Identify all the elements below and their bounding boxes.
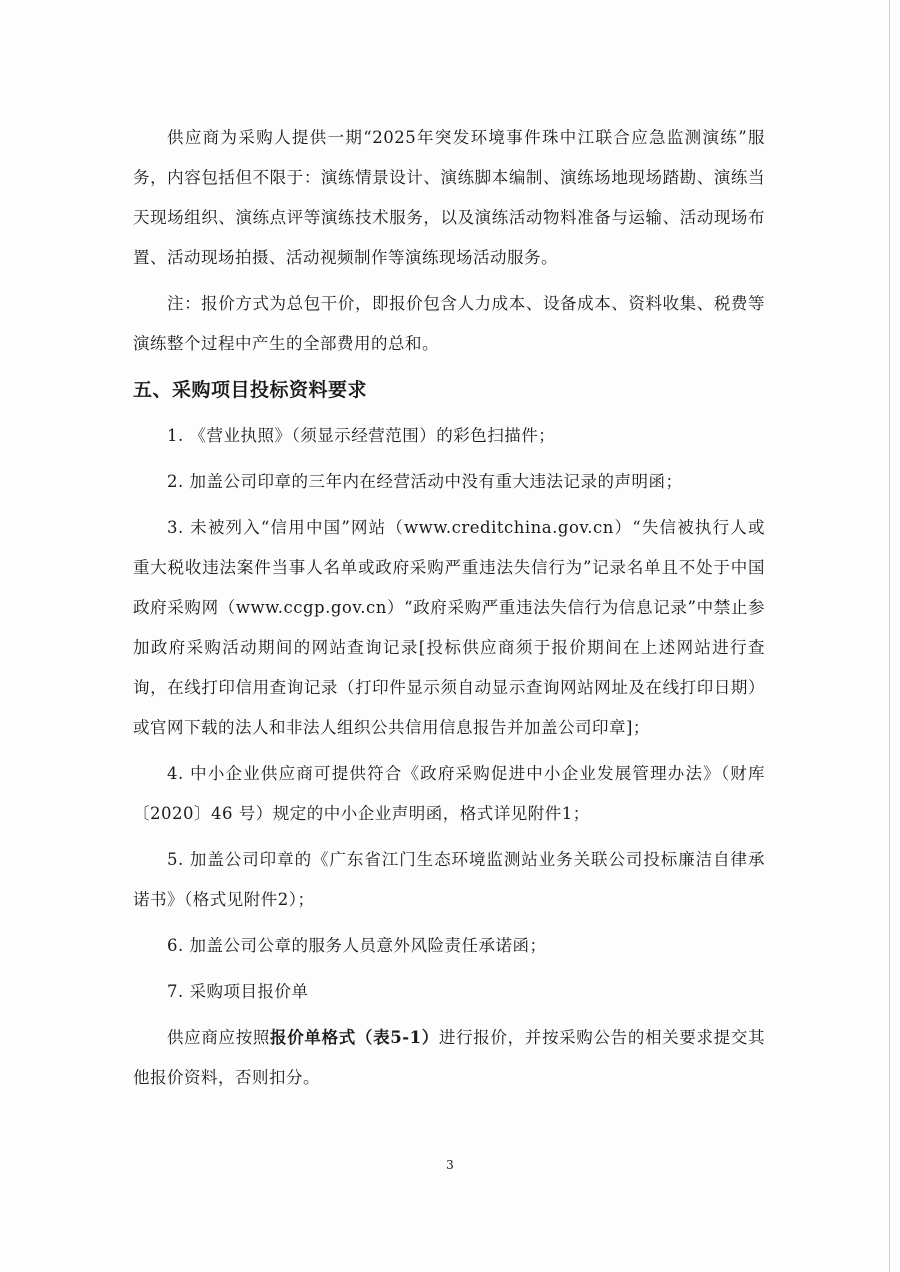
section-heading: 五、采购项目投标资料要求 bbox=[133, 379, 368, 401]
list-item-4: 4. 中小企业供应商可提供符合《政府采购促进中小企业发展管理办法》（财库〔2020〕46 号）规定的中小企业声明函，格式详见附件1； bbox=[133, 764, 765, 823]
list-item-6: 6. 加盖公司公章的服务人员意外风险责任承诺函； bbox=[167, 936, 547, 955]
document-body bbox=[133, 118, 765, 1104]
list-item-5: 5. 加盖公司印章的《广东省江门生态环境监测站业务关联公司投标廉洁自律承诺书》（格式见附件2）； bbox=[133, 850, 765, 909]
scan-edge-line bbox=[889, 0, 890, 1272]
quotation-instruction-paragraph bbox=[133, 1018, 765, 1098]
quotation-format-reference: 报价单格式（表5-1） bbox=[270, 1028, 439, 1047]
service-scope-paragraph: 供应商为采购人提供一期“2025年突发环境事件珠中江联合应急监测演练”服务，内容包括但不限于：演练情景设计、演练脚本编制、演练场地现场踏勘、演练当天现场组织、演练点评等演练技术服务，以及演练活动物料准备与运输、活动现场布置、活动现场拍摄、活动视频制作等演练现场活动服务。 bbox=[133, 128, 765, 267]
page-number: 3 bbox=[446, 1158, 454, 1172]
quotation-text-before: 供应商应按照 bbox=[167, 1028, 271, 1047]
list-item-2: 2. 加盖公司印章的三年内在经营活动中没有重大违法记录的声明函； bbox=[167, 472, 683, 491]
list-item-1: 1. 《营业执照》（须显示经营范围）的彩色扫描件； bbox=[167, 426, 556, 445]
quotation-text-after: 进行报价，并按采购公告的相关要求提交其他报价资料，否则扣分。 bbox=[133, 1028, 766, 1087]
pricing-note-paragraph: 注：报价方式为总包干价，即报价包含人力成本、设备成本、资料收集、税费等演练整个过程中产生的全部费用的总和。 bbox=[133, 294, 765, 353]
list-item-7: 7. 采购项目报价单 bbox=[167, 982, 309, 1001]
list-item-3: 3. 未被列入“信用中国”网站（www.creditchina.gov.cn）“失信被执行人或重大税收违法案件当事人名单或政府采购严重违法失信行为”记录名单且不处于中国政府采购网（www.ccgp.gov.cn）“政府采购严重违法失信行为信息记录”中禁止参加政府采购活动期间的网站查询记录[投标供应商须于报价期间在上述网站进行查询，在线打印信用查询记录（打印件显示须自动显示查询网站网址及在线打印日期）或官网下载的法人和非法人组织公共信用信息报告并加盖公司印章]； bbox=[133, 518, 765, 737]
